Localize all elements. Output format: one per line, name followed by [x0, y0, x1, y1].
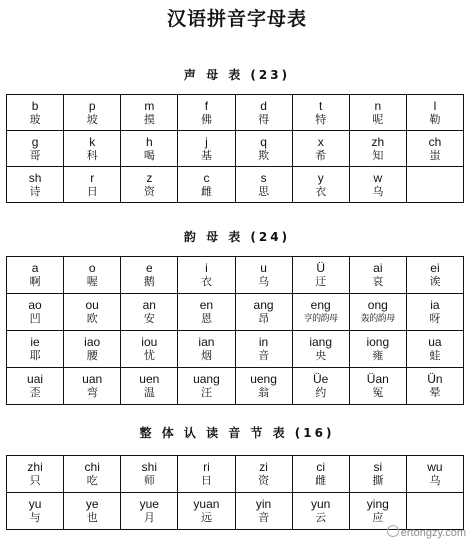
letter-cell [64, 167, 121, 203]
pinyin-text: Üan [366, 372, 389, 386]
letter-cell [64, 331, 121, 368]
pinyin-text: j [205, 134, 208, 149]
letter-cell [292, 456, 349, 493]
hanzi-example: 月 [143, 511, 155, 524]
pinyin-text: c [203, 170, 210, 185]
letter-cell [406, 131, 463, 167]
table-row [7, 95, 464, 131]
pinyin-text: s [260, 170, 267, 185]
hanzi-example: 汪 [200, 386, 212, 399]
hanzi-example: 喔 [86, 275, 98, 288]
pinyin-text: Ün [427, 372, 443, 386]
letter-cell [121, 257, 178, 294]
hanzi-example: 坡 [86, 112, 98, 126]
pinyin-text: ong [367, 298, 388, 312]
hanzi-example: 冤 [372, 386, 384, 399]
hanzi-example: 希 [315, 148, 327, 162]
pinyin-text: in [258, 335, 269, 349]
watermark-logo-icon [387, 525, 399, 537]
hanzi-example: 衣 [200, 275, 212, 288]
letter-cell [64, 493, 121, 530]
pinyin-text: p [88, 98, 96, 113]
table-body [7, 456, 464, 530]
letter-cell [235, 331, 292, 368]
hanzi-example: 雌 [200, 184, 212, 198]
pinyin-text: ou [85, 298, 99, 312]
hanzi-example: 恩 [200, 312, 212, 325]
letter-cell [292, 493, 349, 530]
letter-cell [178, 131, 235, 167]
hanzi-example: 喝 [143, 148, 155, 162]
letter-cell [178, 257, 235, 294]
page-title: 汉语拼音字母表 [166, 8, 307, 30]
letter-cell [7, 131, 64, 167]
hanzi-example: 远 [200, 511, 212, 524]
hanzi-example: 忧 [143, 349, 155, 362]
letter-cell [349, 331, 406, 368]
pinyin-text: ci [316, 460, 326, 474]
hanzi-example: 应 [372, 511, 384, 524]
letter-cell [64, 131, 121, 167]
pinyin-text: yue [139, 497, 159, 511]
hanzi-example: 呢 [372, 112, 384, 126]
pinyin-text: uang [193, 372, 220, 386]
table-body [7, 257, 464, 405]
pinyin-text: u [260, 261, 267, 275]
pinyin-text: uen [139, 372, 160, 386]
pinyin-text: ying [366, 497, 389, 511]
letter-cell [121, 167, 178, 203]
pinyin-text: yin [255, 497, 272, 511]
pinyin-text: yun [311, 497, 331, 511]
letter-cell [7, 331, 64, 368]
hanzi-example: 乌 [429, 474, 441, 487]
pinyin-text: ei [430, 261, 440, 275]
letter-cell [406, 368, 463, 405]
pinyin-text: k [89, 134, 96, 149]
hanzi-example: 烟 [200, 349, 212, 362]
whole-syllables-table [6, 455, 464, 530]
hanzi-example: 也 [86, 511, 98, 524]
pinyin-text: l [433, 98, 437, 113]
pinyin-text: chi [84, 460, 100, 474]
pinyin-text: iou [141, 335, 158, 349]
hanzi-example: 勒 [429, 112, 441, 126]
pinyin-text: Ü [316, 261, 326, 275]
pinyin-text: eng [310, 298, 331, 312]
letter-cell [235, 294, 292, 331]
pinyin-text: f [204, 98, 209, 113]
hanzi-example: 蚩 [429, 148, 441, 162]
hanzi-example: 摸 [143, 112, 155, 126]
letter-cell [235, 257, 292, 294]
letter-cell [64, 456, 121, 493]
pinyin-text: a [31, 261, 39, 275]
table-body [7, 95, 464, 203]
letter-cell [121, 95, 178, 131]
pinyin-text: an [142, 298, 156, 312]
hanzi-example: 玻 [29, 112, 41, 126]
hanzi-example: 呀 [429, 312, 441, 325]
pinyin-text: ie [30, 335, 40, 349]
table-row [7, 257, 464, 294]
pinyin-text: wu [427, 460, 443, 474]
table-row [7, 368, 464, 405]
hanzi-example: 欧 [86, 312, 98, 325]
letter-cell [121, 493, 178, 530]
table-row [7, 294, 464, 331]
hanzi-example: 欺 [258, 148, 270, 162]
initials-table [6, 94, 464, 203]
letter-cell [121, 368, 178, 405]
letter-cell [235, 456, 292, 493]
letter-cell [121, 331, 178, 368]
pinyin-text: zi [259, 460, 268, 474]
letter-cell [7, 294, 64, 331]
hanzi-example: 只 [29, 474, 41, 487]
letter-cell [178, 294, 235, 331]
pinyin-text: ang [253, 298, 274, 312]
hanzi-example: 衣 [315, 184, 327, 198]
letter-cell [178, 331, 235, 368]
letter-cell [7, 368, 64, 405]
hanzi-example: 诗 [29, 184, 41, 198]
letter-cell [121, 131, 178, 167]
hanzi-example: 云 [315, 511, 327, 524]
pinyin-text: d [260, 98, 267, 113]
hanzi-example: 基 [200, 148, 212, 162]
letter-cell [64, 257, 121, 294]
letter-cell [349, 368, 406, 405]
pinyin-text: iang [309, 335, 333, 349]
pinyin-text: uai [27, 372, 44, 386]
pinyin-text: ye [85, 497, 99, 511]
pinyin-text: e [145, 261, 153, 275]
pinyin-text: ao [28, 298, 42, 312]
letter-cell [292, 167, 349, 203]
letter-cell [349, 456, 406, 493]
pinyin-text: zh [371, 134, 385, 149]
table-row [7, 167, 464, 203]
letter-cell [406, 257, 463, 294]
letter-cell [235, 131, 292, 167]
pinyin-text: uan [82, 372, 103, 386]
letter-cell [7, 257, 64, 294]
hanzi-example: 凹 [29, 312, 41, 325]
hanzi-example: 知 [372, 148, 384, 162]
pinyin-text: ua [428, 335, 442, 349]
pinyin-text: t [319, 98, 323, 113]
pinyin-text: h [145, 134, 153, 149]
table-row [7, 331, 464, 368]
hanzi-example: 迂 [315, 275, 327, 288]
hanzi-example: 科 [86, 148, 98, 162]
hanzi-example: 啊 [29, 275, 41, 288]
pinyin-text: sh [28, 170, 42, 185]
letter-cell [406, 331, 463, 368]
table-row [7, 493, 464, 530]
pinyin-text: g [31, 134, 39, 149]
hanzi-example: 撕 [372, 474, 384, 487]
letter-cell [292, 331, 349, 368]
letter-cell [235, 368, 292, 405]
letter-cell [292, 368, 349, 405]
finals-table [6, 256, 464, 405]
letter-cell [7, 456, 64, 493]
pinyin-text: yu [28, 497, 42, 511]
letter-cell [121, 456, 178, 493]
table-row [7, 131, 464, 167]
hanzi-example: 鹅 [143, 275, 155, 288]
letter-cell [121, 294, 178, 331]
hanzi-example: 温 [143, 386, 155, 399]
letter-cell [64, 294, 121, 331]
hanzi-example: 音 [258, 511, 270, 524]
hanzi-example: 诶 [429, 275, 441, 288]
hanzi-example: 雍 [372, 349, 384, 362]
letter-cell [406, 294, 463, 331]
pinyin-text: ai [373, 261, 383, 275]
pinyin-text: yuan [193, 497, 220, 511]
hanzi-example: 亨的韵母 [303, 314, 338, 324]
watermark-text: ertongzy.com [400, 527, 466, 539]
hanzi-example: 昂 [258, 312, 270, 325]
hanzi-example: 哥 [29, 148, 41, 162]
letter-cell [235, 167, 292, 203]
hanzi-example: 日 [86, 184, 98, 198]
hanzi-example: 资 [258, 474, 270, 487]
watermark [387, 525, 466, 539]
hanzi-example: 特 [315, 112, 327, 126]
letter-cell [349, 257, 406, 294]
letter-cell [178, 167, 235, 203]
letter-cell [7, 493, 64, 530]
pinyin-text: ri [203, 460, 210, 474]
pinyin-text: x [317, 134, 324, 149]
pinyin-text: y [317, 170, 324, 185]
letter-cell [349, 95, 406, 131]
letter-cell [406, 456, 463, 493]
letter-cell [406, 167, 463, 203]
hanzi-example: 师 [143, 474, 155, 487]
section-title-whole-syllables: 整 体 认 读 音 节 表 (16) [139, 426, 335, 440]
pinyin-text: o [88, 261, 96, 275]
hanzi-example: 弯 [86, 386, 98, 399]
pinyin-text: zhi [27, 460, 43, 474]
pinyin-text: z [146, 170, 153, 185]
pinyin-text: b [31, 98, 39, 113]
hanzi-example: 雌 [315, 474, 327, 487]
pinyin-text: m [144, 98, 155, 113]
pinyin-text: iong [366, 335, 390, 349]
hanzi-example: 思 [258, 184, 270, 198]
hanzi-example: 资 [143, 184, 155, 198]
section-title-initials: 声 母 表 (23) [183, 68, 291, 82]
pinyin-text: ian [198, 335, 215, 349]
letter-cell [406, 95, 463, 131]
letter-cell [235, 493, 292, 530]
pinyin-text: w [373, 170, 383, 185]
hanzi-example: 得 [258, 112, 270, 126]
hanzi-example: 与 [29, 511, 41, 524]
letter-cell [178, 95, 235, 131]
letter-cell [178, 493, 235, 530]
pinyin-text: en [199, 298, 214, 312]
hanzi-example: 央 [315, 349, 327, 362]
letter-cell [349, 131, 406, 167]
pinyin-text: si [373, 460, 383, 474]
pinyin-text: n [374, 98, 382, 113]
pinyin-text: i [205, 261, 208, 275]
letter-cell [292, 257, 349, 294]
letter-cell [7, 95, 64, 131]
hanzi-example: 歪 [29, 386, 41, 399]
letter-cell [64, 95, 121, 131]
pinyin-text: q [260, 134, 267, 149]
letter-cell [64, 368, 121, 405]
letter-cell [292, 95, 349, 131]
pinyin-text: shi [141, 460, 157, 474]
letter-cell [349, 493, 406, 530]
hanzi-example: 晕 [429, 386, 441, 399]
hanzi-example: 蛙 [429, 349, 441, 362]
pinyin-text: ueng [250, 372, 277, 386]
pinyin-text: r [90, 170, 95, 185]
hanzi-example: 翁 [258, 386, 270, 399]
pinyin-text: ch [428, 134, 442, 149]
pinyin-text: iao [84, 335, 101, 349]
letter-cell [178, 456, 235, 493]
letter-cell [349, 167, 406, 203]
hanzi-example: 佛 [200, 112, 212, 126]
letter-cell [292, 131, 349, 167]
letter-cell [292, 294, 349, 331]
hanzi-example: 音 [258, 349, 270, 362]
hanzi-example: 乌 [372, 184, 384, 198]
letter-cell [178, 368, 235, 405]
section-title-finals: 韵 母 表 (24) [183, 230, 291, 244]
hanzi-example: 安 [143, 312, 155, 325]
hanzi-example: 日 [200, 474, 212, 487]
hanzi-example: 乌 [258, 275, 270, 288]
pinyin-text: ia [430, 298, 440, 312]
hanzi-example: 约 [315, 386, 327, 399]
table-row [7, 456, 464, 493]
letter-cell [7, 167, 64, 203]
hanzi-example: 哀 [372, 275, 384, 288]
hanzi-example: 轰的韵母 [360, 314, 395, 324]
pinyin-text: Üe [313, 372, 329, 386]
letter-cell [349, 294, 406, 331]
hanzi-example: 腰 [86, 349, 98, 362]
hanzi-example: 吃 [86, 474, 98, 487]
letter-cell [235, 95, 292, 131]
hanzi-example: 耶 [29, 349, 41, 362]
letter-cell [406, 493, 463, 530]
